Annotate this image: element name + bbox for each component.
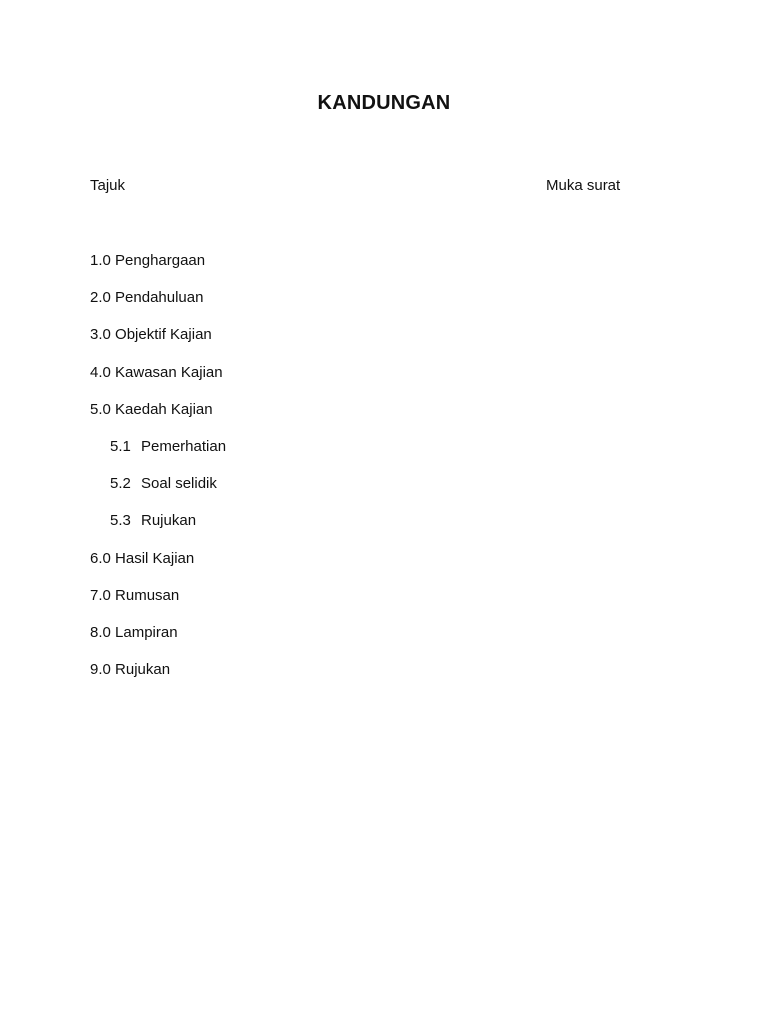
toc-item-number: 1.0	[90, 252, 111, 269]
toc-item-label: Rujukan	[115, 661, 171, 679]
toc-subitem-number: 5.1	[110, 437, 131, 455]
toc-item-label: Rumusan	[115, 586, 180, 604]
toc-item-number: 3.0	[90, 326, 111, 344]
toc-item	[90, 623, 226, 660]
toc-subitem-label: Pemerhatian	[141, 437, 227, 455]
toc-item-number: 5.0	[90, 400, 111, 418]
toc-item	[90, 400, 226, 437]
column-header-title: Tajuk	[90, 177, 126, 194]
toc-item-number: 2.0	[90, 289, 111, 307]
column-header-page: Muka surat	[546, 177, 621, 194]
toc-item-label: Kawasan Kajian	[115, 363, 223, 381]
toc-subitem-number: 5.3	[110, 512, 131, 530]
toc-item-number: 6.0	[90, 549, 111, 567]
toc-subitem-label: Soal selidik	[141, 475, 217, 493]
toc-item-label: Kaedah Kajian	[115, 400, 213, 418]
toc-item-label: Objektif Kajian	[115, 326, 212, 344]
toc-item	[90, 549, 226, 586]
toc-item	[90, 660, 226, 697]
toc-subitem	[90, 511, 226, 548]
toc-subitem	[90, 437, 226, 474]
toc-item-label: Lampiran	[115, 623, 178, 641]
toc-item-label: Hasil Kajian	[115, 549, 195, 567]
toc-item-number: 7.0	[90, 586, 111, 604]
toc-item-number: 9.0	[90, 661, 111, 679]
toc-subitem-number: 5.2	[110, 475, 131, 493]
page-title: KANDUNGAN	[317, 92, 451, 114]
toc-item	[90, 586, 226, 623]
table-of-contents	[90, 251, 226, 697]
toc-item-number: 4.0	[90, 363, 111, 381]
toc-item	[90, 288, 226, 325]
toc-item	[90, 325, 226, 362]
toc-item-number: 8.0	[90, 623, 111, 641]
toc-subitem-label: Rujukan	[141, 512, 197, 530]
toc-item-label: Penghargaan	[115, 252, 206, 269]
toc-item-label: Pendahuluan	[115, 289, 204, 307]
toc-item	[90, 251, 226, 288]
toc-item	[90, 363, 226, 400]
toc-subitem	[90, 474, 226, 511]
